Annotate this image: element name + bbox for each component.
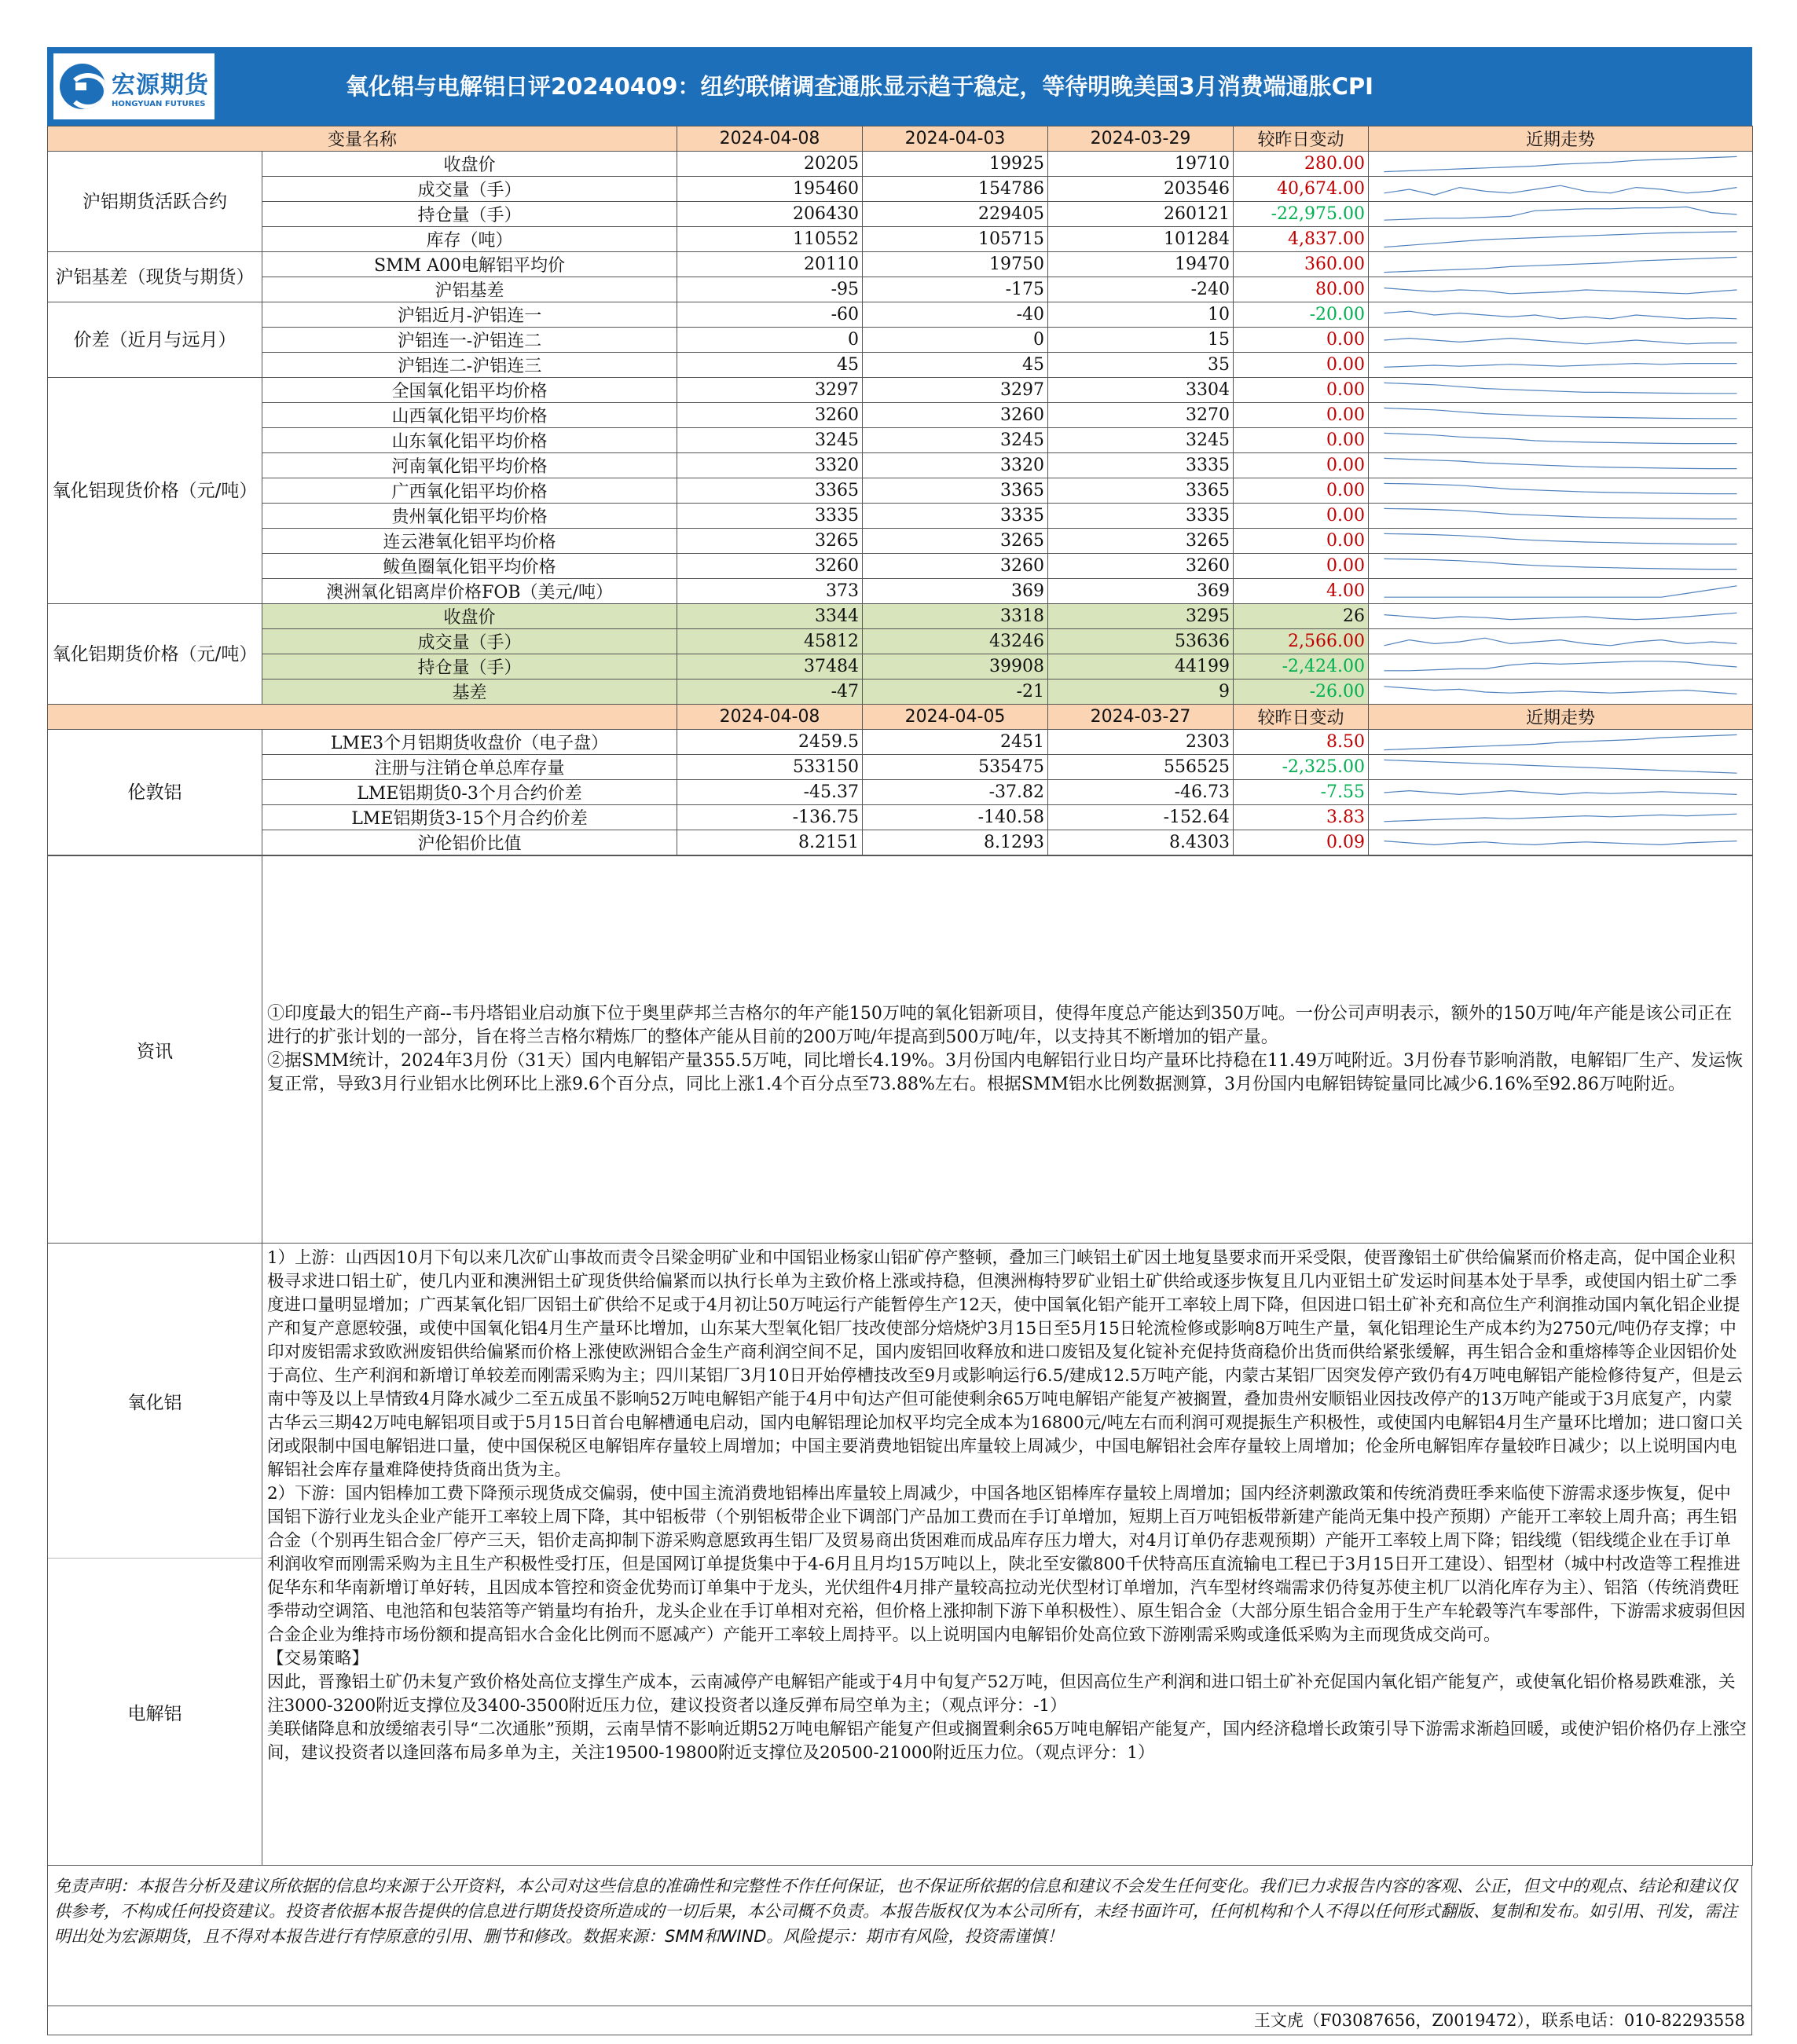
trend-sparkline [1369, 302, 1753, 328]
value-cell: 53636 [1048, 629, 1234, 654]
value-cell: 2451 [863, 730, 1048, 755]
table-row [48, 529, 1753, 554]
value-cell: -175 [863, 277, 1048, 302]
change-cell: -2,424.00 [1234, 654, 1369, 680]
trend-line [1384, 207, 1737, 220]
value-cell: 3265 [1048, 529, 1234, 554]
value-cell: 3270 [1048, 403, 1234, 428]
value-cell: 10 [1048, 302, 1234, 328]
table-row [48, 428, 1753, 453]
trend-line [1384, 231, 1737, 247]
value-cell: 37484 [677, 654, 863, 680]
value-cell: 154786 [863, 177, 1048, 202]
change-cell: 26 [1234, 604, 1369, 629]
value-cell: 229405 [863, 202, 1048, 227]
value-cell: 3320 [863, 453, 1048, 478]
change-cell: -2,325.00 [1234, 755, 1369, 780]
table-row [48, 805, 1753, 830]
table-row [48, 830, 1753, 855]
value-cell: -240 [1048, 277, 1234, 302]
table-row [48, 277, 1753, 302]
trend-line [1384, 734, 1737, 749]
value-cell: 3265 [677, 529, 863, 554]
value-cell: 2459.5 [677, 730, 863, 755]
change-cell: 360.00 [1234, 252, 1369, 277]
logo-text-cn: 宏源期货 [112, 71, 209, 99]
value-cell: 556525 [1048, 755, 1234, 780]
value-cell: 3304 [1048, 378, 1234, 403]
header-cell: 近期走势 [1369, 126, 1753, 152]
trend-line [1384, 338, 1737, 343]
change-cell: 3.83 [1234, 805, 1369, 830]
value-cell: 20110 [677, 252, 863, 277]
trend-sparkline [1369, 378, 1753, 403]
trend-line [1384, 613, 1737, 619]
row-name: 注册与注销仓单总库存量 [262, 755, 677, 780]
header-cell: 2024-04-05 [863, 705, 1048, 730]
value-cell: 35 [1048, 353, 1234, 378]
value-cell: -40 [863, 302, 1048, 328]
row-name: 沪铝连一-沪铝连二 [262, 328, 677, 353]
value-cell: 3245 [1048, 428, 1234, 453]
analysis-content [262, 1244, 1753, 1866]
trend-sparkline [1369, 554, 1753, 579]
header-variable-name: 变量名称 [48, 126, 677, 152]
header-cell: 2024-04-08 [677, 705, 863, 730]
value-cell: 3335 [1048, 453, 1234, 478]
trend-line [1384, 363, 1737, 367]
header-cell: 2024-04-08 [677, 126, 863, 152]
value-cell: 3265 [863, 529, 1048, 554]
analysis-paragraph: 1）上游：山西因10月下旬以来几次矿山事故而责令吕梁金明矿业和中国铝业杨家山铝矿停产整顿，叠加三门峡铝土矿因土地复垦要求而开采受限，使晋豫铝土矿供给偏紧而价格走高，促中国企业积极寻求进口铝土矿，使几内亚和澳洲铝土矿现货供给偏紧而以执行长单为主致价格上涨或持稳，但澳洲梅特罗矿业铝土矿供给或逐步恢复且几内亚铝土矿发运时间基本处于旱季，或使国内铝土矿二季度进口量明显增加；广西某氧化铝厂因铝土矿供给不足或于4月初让50万吨运行产能暂停生产12天，使中国氧化铝产能开工率较上周下降，但因进口铝土矿补充和高位生产利润推动国内氧化铝企业提产和复产意愿较强，或使中国氧化铝4月生产量环比增加，山东某大型氧化铝厂技改使部分焙烧炉3月15日至5月15日轮流检修或影响8万吨生产量，氧化铝理论生产成本约为2750元/吨仍存支撑；中印对废铝需求致欧洲废铝供给偏紧而价格上涨使欧洲铝合金生产商利润空间不足，国内废铝回收释放和进口废铝及复化锭补充促持货商稳价出货而供给紧张缓解，再生铝合金和重熔棒等企业因铝价处于高位、生产利润和新增订单较差而刚需采购为主；四川某铝厂3月10日开始停槽技改至9月或影响运行6.5/建成12.5万吨产能，内蒙古某铝厂因突发停产致仍有4万吨电解铝产能检修待复产，但是云南中等及以上旱情致4月降水减少二至五成虽不影响52万吨电解铝产能于4月中旬达产但可能使剩余65万吨电解铝产能复产被搁置，叠加贵州安顺铝业因技改停产的13万吨产能或于3月底复产，内蒙古华云三期42万吨电解铝项目或于5月15日首台电解槽通电启动，国内电解铝理论加权平均完全成本为16800元/吨左右而利润可观提振生产积极性，或使国内电解铝4月生产量环比增加；进口窗口关闭或限制中国电解铝进口量，使中国保税区电解铝库存量较上周增加；中国主要消费地铝锭出库量较上周减少，中国电解铝社会库存量较上周增加；伦金所电解铝库存量较昨日减少；以上说明国内电解铝社会库存量难降使持货商出货为主。 [267, 1248, 1743, 1480]
value-cell: -21 [863, 680, 1048, 705]
trend-line [1384, 585, 1737, 596]
change-cell: -20.00 [1234, 302, 1369, 328]
table-row [48, 302, 1753, 328]
table-row [48, 478, 1753, 504]
trend-line [1384, 383, 1737, 393]
header-cell: 2024-03-27 [1048, 705, 1234, 730]
change-cell: 0.00 [1234, 428, 1369, 453]
news-paragraph: ②据SMM统计，2024年3月份（31天）国内电解铝产量355.5万吨，同比增长4.19%。3月份国内电解铝行业日均产量环比持稳在11.49万吨附近。3月份春节影响消散，电解铝厂生产、发运恢复正常，导致3月行业铝水比例环比上涨9.6个百分点，同比上涨1.4个百分点至73.88%左右。根据SMM铝水比例数据测算，3月份国内电解铝铸锭量同比减少6.16%至92.86万吨附近。 [267, 1051, 1743, 1094]
trend-line [1384, 185, 1737, 195]
value-cell: 0 [677, 328, 863, 353]
value-cell: 9 [1048, 680, 1234, 705]
alumina-label: 氧化铝 [48, 1244, 262, 1559]
value-cell: 101284 [1048, 227, 1234, 252]
logo-text-en: HONGYUAN FUTURES [112, 99, 206, 108]
value-cell: 19925 [863, 152, 1048, 177]
table-row [48, 252, 1753, 277]
trend-sparkline [1369, 830, 1753, 855]
trend-sparkline [1369, 328, 1753, 353]
value-cell: 45 [863, 353, 1048, 378]
value-cell: 19750 [863, 252, 1048, 277]
trend-sparkline [1369, 504, 1753, 529]
report-title: 氧化铝与电解铝日评20240409：纽约联储调查通胀显示趋于稳定，等待明晚美国3月消费端通胀CPI [346, 73, 1373, 100]
trend-line [1384, 841, 1737, 844]
trend-line [1384, 638, 1737, 646]
change-cell: 0.00 [1234, 353, 1369, 378]
change-cell: 80.00 [1234, 277, 1369, 302]
header-cell: 较昨日变动 [1234, 126, 1369, 152]
value-cell: 8.4303 [1048, 830, 1234, 855]
value-cell: -47 [677, 680, 863, 705]
group-label: 沪铝基差（现货与期货） [48, 252, 262, 302]
change-cell: 0.00 [1234, 378, 1369, 403]
trend-sparkline [1369, 453, 1753, 478]
value-cell: 3365 [863, 478, 1048, 504]
row-name: 鲅鱼圈氧化铝平均价格 [262, 554, 677, 579]
table-row [48, 579, 1753, 604]
table-row [48, 177, 1753, 202]
row-name: 全国氧化铝平均价格 [262, 378, 677, 403]
trend-sparkline [1369, 730, 1753, 755]
group-label: 价差（近月与远月） [48, 302, 262, 378]
value-cell: 45812 [677, 629, 863, 654]
value-cell: 369 [1048, 579, 1234, 604]
trend-sparkline [1369, 654, 1753, 680]
row-name: 收盘价 [262, 604, 677, 629]
header-cell: 近期走势 [1369, 705, 1753, 730]
value-cell: 3297 [863, 378, 1048, 403]
table-row [48, 680, 1753, 705]
news-paragraph: ①印度最大的铝生产商--韦丹塔铝业启动旗下位于奥里萨邦兰吉格尔的年产能150万吨的氧化铝新项目，使得年度总产能达到350万吨。一份公司声明表示，额外的150万吨/年产能是该公司正在进行的扩张计划的一部分，旨在将兰吉格尔精炼厂的整体产能从目前的200万吨/年提高到500万吨/年，以支持其不断增加的铝产量。 [267, 1004, 1733, 1047]
row-name: 沪伦铝价比值 [262, 830, 677, 855]
trend-sparkline [1369, 529, 1753, 554]
row-name: LME铝期货3-15个月合约价差 [262, 805, 677, 830]
value-cell: 206430 [677, 202, 863, 227]
domestic-data-table [47, 126, 1753, 855]
value-cell: 3320 [677, 453, 863, 478]
trend-sparkline [1369, 428, 1753, 453]
table-row [48, 227, 1753, 252]
value-cell: 3365 [1048, 478, 1234, 504]
value-cell: 3245 [677, 428, 863, 453]
group-label: 氧化铝期货价格（元/吨） [48, 604, 262, 705]
trend-sparkline [1369, 152, 1753, 177]
value-cell: -60 [677, 302, 863, 328]
row-name: 沪铝连二-沪铝连三 [262, 353, 677, 378]
row-name: LME3个月铝期货收盘价（电子盘） [262, 730, 677, 755]
change-cell: 0.00 [1234, 403, 1369, 428]
trend-line [1384, 257, 1737, 272]
trend-sparkline [1369, 604, 1753, 629]
value-cell: 3335 [677, 504, 863, 529]
value-cell: 3335 [1048, 504, 1234, 529]
trend-line [1384, 483, 1737, 493]
row-name: 成交量（手） [262, 629, 677, 654]
table-row [48, 730, 1753, 755]
table-row [48, 604, 1753, 629]
value-cell: -37.82 [863, 780, 1048, 805]
row-name: 连云港氧化铝平均价格 [262, 529, 677, 554]
value-cell: 8.1293 [863, 830, 1048, 855]
value-cell: 8.2151 [677, 830, 863, 855]
trend-sparkline [1369, 579, 1753, 604]
value-cell: 3260 [863, 554, 1048, 579]
trend-sparkline [1369, 177, 1753, 202]
value-cell: -140.58 [863, 805, 1048, 830]
analysis-paragraph: 2）下游：国内铝棒加工费下降预示现货成交偏弱，使中国主流消费地铝棒出库量较上周减少，中国各地区铝棒库存量较上周增加；国内经济刺激政策和传统消费旺季来临使下游需求逐步恢复，促中国铝下游行业龙头企业产能开工率较上周下降，其中铝板带（个别铝板带企业下调部门产品加工费而在手订单增加，短期上百万吨铝板带新建产能尚无集中投产预期）产能开工率较上周升高；再生铝合金（个别再生铝合金厂停产三天，铝价走高抑制下游采购意愿致再生铝厂及贸易商出货困难而成品库存压力增大，对4月订单仍存悲观预期）产能开工率较上周下降；铝线缆（铝线缆企业在手订单利润收窄而刚需采购为主且生产积极性受打压，但是国网订单提货集中于4-6月且月均15万吨以上，陕北至安徽800千伏特高压直流输电工程已于3月15日开工建设）、铝型材（城中村改造等工程推进促华东和华南新增订单好转，且因成本管控和资金优势而订单集中于龙头，光伏组件4月排产量较高拉动光伏型材订单增加，汽车型材终端需求仍待复苏使主机厂以消化库存为主）、铝箔（传统消费旺季带动空调箔、电池箔和包装箔等产销量均有抬升，龙头企业在手订单相对充裕，但价格上涨抑制下游下单积极性）、原生铝合金（大部分原生铝合金用于生产车轮毂等汽车零部件，下游需求疲弱但因合金企业为维持市场份额和提高铝水合金化比例而不愿减产）产能开工率较上周持平。以上说明国内电解铝价处高位致下游刚需采购或逢低采购为主而现货成交尚可。 [267, 1484, 1746, 1645]
value-cell: 3344 [677, 604, 863, 629]
report [47, 47, 1752, 2035]
row-name: 库存（吨） [262, 227, 677, 252]
trend-sparkline [1369, 629, 1753, 654]
table-row [48, 554, 1753, 579]
value-cell: 39908 [863, 654, 1048, 680]
strategy-paragraph: 因此，晋豫铝土矿仍未复产致价格处高位支撑生产成本，云南减停产电解铝产能或于4月中旬复产52万吨，但因高位生产利润和进口铝土矿补充促国内氧化铝产能复产，或使氧化铝价格易跌难涨，关注3000-3200附近支撑位及3400-3500附近压力位，建议投资者以逢反弹布局空单为主；（观点评分：-1） [267, 1672, 1736, 1716]
text-section-table [47, 855, 1753, 1866]
row-name: LME铝期货0-3个月合约价差 [262, 780, 677, 805]
header-cell: 较昨日变动 [1234, 705, 1369, 730]
trend-line [1384, 559, 1737, 569]
trend-sparkline [1369, 227, 1753, 252]
trend-sparkline [1369, 478, 1753, 504]
change-cell: 0.00 [1234, 453, 1369, 478]
trend-sparkline [1369, 805, 1753, 830]
strategy-paragraph: 美联储降息和放缓缩表引导“二次通胀”预期，云南旱情不影响近期52万吨电解铝产能复产但或搁置剩余65万吨电解铝产能复产，国内经济稳增长政策引导下游需求渐趋回暖，或使沪铝价格仍存上涨空间，建议投资者以逢回落布局多单为主，关注19500-19800附近支撑位及20500-21000附近压力位。（观点评分：1） [267, 1720, 1747, 1763]
trend-line [1384, 288, 1737, 293]
trend-sparkline [1369, 202, 1753, 227]
value-cell: 20205 [677, 152, 863, 177]
report-header [47, 47, 1752, 126]
table-header-row [48, 126, 1753, 152]
footer-contact: 王文虎（F03087656，Z0019472），联系电话：010-82293558 [47, 2006, 1752, 2035]
trend-line [1384, 661, 1737, 670]
value-cell: 43246 [863, 629, 1048, 654]
row-name: 成交量（手） [262, 177, 677, 202]
header-cell: 2024-04-03 [863, 126, 1048, 152]
value-cell: 2303 [1048, 730, 1234, 755]
value-cell: 203546 [1048, 177, 1234, 202]
table-row [48, 780, 1753, 805]
value-cell: 105715 [863, 227, 1048, 252]
trend-sparkline [1369, 252, 1753, 277]
value-cell: 260121 [1048, 202, 1234, 227]
value-cell: 3260 [677, 554, 863, 579]
analysis-labels [48, 1244, 262, 1866]
value-cell: 373 [677, 579, 863, 604]
value-cell: 3295 [1048, 604, 1234, 629]
table-row [48, 504, 1753, 529]
logo-icon [60, 64, 105, 109]
value-cell: 3297 [677, 378, 863, 403]
value-cell: 45 [677, 353, 863, 378]
value-cell: 19710 [1048, 152, 1234, 177]
trend-sparkline [1369, 780, 1753, 805]
change-cell: 4,837.00 [1234, 227, 1369, 252]
change-cell: 280.00 [1234, 152, 1369, 177]
row-name: 收盘价 [262, 152, 677, 177]
table-row [48, 654, 1753, 680]
trend-sparkline [1369, 403, 1753, 428]
trend-line [1384, 156, 1737, 171]
news-content [262, 856, 1753, 1244]
value-cell: 195460 [677, 177, 863, 202]
row-name: 贵州氧化铝平均价格 [262, 504, 677, 529]
change-cell: 4.00 [1234, 579, 1369, 604]
disclaimer: 免责声明：本报告分析及建议所依据的信息均来源于公开资料，本公司对这些信息的准确性和完整性不作任何保证，也不保证所依据的信息和建议不会发生任何变化。我们已力求报告内容的客观、公正，但文中的观点、结论和建议仅供参考，不构成任何投资建议。投资者依据本报告提供的信息进行期货投资所造成的一切后果，本公司概不负责。本报告版权仅为本公司所有，未经书面许可，任何机构和个人不得以任何形式翻版、复制和发布。如引用、刊发，需注明出处为宏源期货，且不得对本报告进行有悖原意的引用、删节和修改。数据来源：SMM和WIND。风险提示：期市有风险，投资需谨慎！ [47, 1866, 1752, 2006]
value-cell: 3318 [863, 604, 1048, 629]
value-cell: -152.64 [1048, 805, 1234, 830]
change-cell: -22,975.00 [1234, 202, 1369, 227]
table-row [48, 353, 1753, 378]
value-cell: 3260 [1048, 554, 1234, 579]
value-cell: 44199 [1048, 654, 1234, 680]
value-cell: 533150 [677, 755, 863, 780]
value-cell: 3365 [677, 478, 863, 504]
change-cell: -26.00 [1234, 680, 1369, 705]
company-logo [53, 53, 215, 119]
aluminium-label: 电解铝 [127, 1703, 182, 1724]
trend-line [1384, 433, 1737, 443]
value-cell: 535475 [863, 755, 1048, 780]
value-cell: -45.37 [677, 780, 863, 805]
value-cell: 3335 [863, 504, 1048, 529]
row-name: 山西氧化铝平均价格 [262, 403, 677, 428]
group-label: 沪铝期货活跃合约 [48, 152, 262, 252]
value-cell: 0 [863, 328, 1048, 353]
value-cell: 3260 [677, 403, 863, 428]
change-cell: 40,674.00 [1234, 177, 1369, 202]
row-name: 沪铝基差 [262, 277, 677, 302]
table-row [48, 152, 1753, 177]
trend-line [1384, 760, 1737, 773]
group-label: 氧化铝现货价格（元/吨） [48, 378, 262, 604]
trend-sparkline [1369, 353, 1753, 378]
header-cell: 2024-03-29 [1048, 126, 1234, 152]
table-row [48, 755, 1753, 780]
table-header-row [48, 705, 1753, 730]
row-name: 持仓量（手） [262, 654, 677, 680]
row-name: 持仓量（手） [262, 202, 677, 227]
row-name: 基差 [262, 680, 677, 705]
group-label: 伦敦铝 [48, 730, 262, 855]
value-cell: -46.73 [1048, 780, 1234, 805]
change-cell: 8.50 [1234, 730, 1369, 755]
table-row [48, 453, 1753, 478]
value-cell: 3260 [863, 403, 1048, 428]
row-name: 澳洲氧化铝离岸价格FOB（美元/吨） [262, 579, 677, 604]
trend-line [1384, 790, 1737, 794]
change-cell: 2,566.00 [1234, 629, 1369, 654]
value-cell: 369 [863, 579, 1048, 604]
trend-sparkline [1369, 680, 1753, 705]
table-row [48, 202, 1753, 227]
value-cell: -95 [677, 277, 863, 302]
strategy-heading: 【交易策略】 [267, 1649, 369, 1669]
value-cell: 19470 [1048, 252, 1234, 277]
trend-line [1384, 311, 1737, 319]
trend-line [1384, 458, 1737, 468]
row-name: SMM A00电解铝平均价 [262, 252, 677, 277]
trend-line [1384, 408, 1737, 418]
news-label: 资讯 [48, 856, 262, 1244]
trend-line [1384, 814, 1737, 822]
header-variable-name [48, 705, 677, 730]
row-name: 沪铝近月-沪铝连一 [262, 302, 677, 328]
trend-sparkline [1369, 755, 1753, 780]
change-cell: 0.00 [1234, 554, 1369, 579]
row-name: 山东氧化铝平均价格 [262, 428, 677, 453]
table-row [48, 403, 1753, 428]
trend-line [1384, 508, 1737, 518]
row-name: 广西氧化铝平均价格 [262, 478, 677, 504]
value-cell: 15 [1048, 328, 1234, 353]
change-cell: 0.00 [1234, 328, 1369, 353]
change-cell: -7.55 [1234, 780, 1369, 805]
table-row [48, 328, 1753, 353]
value-cell: 110552 [677, 227, 863, 252]
change-cell: 0.00 [1234, 478, 1369, 504]
trend-line [1384, 686, 1737, 694]
trend-line [1384, 533, 1737, 544]
change-cell: 0.09 [1234, 830, 1369, 855]
table-row [48, 378, 1753, 403]
change-cell: 0.00 [1234, 529, 1369, 554]
table-row [48, 629, 1753, 654]
row-name: 河南氧化铝平均价格 [262, 453, 677, 478]
trend-sparkline [1369, 277, 1753, 302]
value-cell: 3245 [863, 428, 1048, 453]
value-cell: -136.75 [677, 805, 863, 830]
change-cell: 0.00 [1234, 504, 1369, 529]
